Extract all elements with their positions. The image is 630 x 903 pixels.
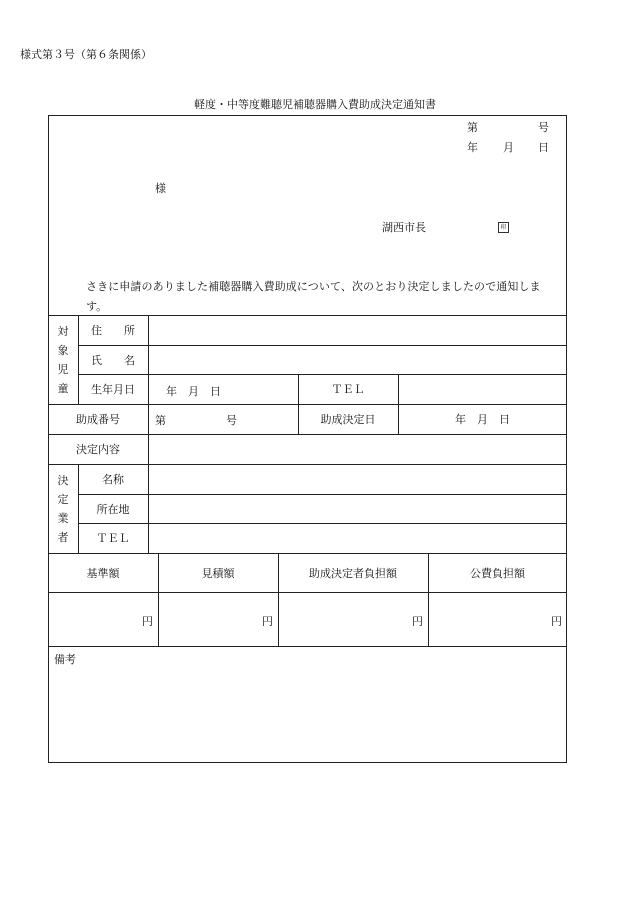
subsidy-date-label: 助成決定日 — [320, 413, 376, 426]
rule — [78, 494, 567, 495]
vendor-tel-label: ＴＥＬ — [96, 532, 130, 545]
unit-yen: 円 — [142, 615, 153, 628]
date-month: 月 — [503, 141, 514, 154]
subsidy-number-label: 助成番号 — [76, 413, 120, 426]
seal-mark: 印 — [498, 219, 509, 233]
document-title: 軽度・中等度難聴児補聴器購入費助成決定通知書 — [194, 98, 436, 111]
notice-text-line2: す。 — [86, 300, 108, 313]
form-number: 様式第３号（第６条関係） — [20, 48, 152, 61]
date-year: 年 — [467, 141, 478, 154]
rule — [48, 592, 567, 593]
rule — [78, 523, 567, 524]
unit-yen: 円 — [262, 615, 273, 628]
amount-header-public-burden: 公費負担額 — [470, 566, 525, 580]
vendor-name-label: 名称 — [102, 473, 124, 486]
decision-content-label: 決定内容 — [76, 443, 120, 456]
target-child-label: 対 象 児 童 — [57, 324, 69, 395]
subsidy-date-value: 年 月 日 — [455, 413, 510, 426]
unit-yen: 円 — [412, 615, 423, 628]
date-day: 日 — [538, 141, 549, 154]
subsidy-number-dai: 第 — [155, 414, 166, 427]
notice-text-line1: さきに申請のありました補聴器購入費助成について、次のとおり決定しましたので通知しま — [86, 280, 541, 293]
rule — [78, 345, 567, 346]
birthdate-label: 生年月日 — [91, 383, 135, 396]
address-label: 住 所 — [91, 324, 135, 337]
rule-v — [148, 315, 149, 553]
amount-header-estimate: 見積額 — [201, 566, 235, 580]
tel-label: ＴＥＬ — [331, 383, 365, 396]
vendor-label: 決 定 業 者 — [57, 473, 69, 544]
unit-yen: 円 — [551, 615, 562, 628]
issuer-name: 湖西市長 — [382, 221, 426, 234]
addressee-sama: 様 — [155, 182, 166, 195]
doc-number-go: 号 — [538, 121, 549, 134]
subsidy-number-go: 号 — [226, 414, 237, 427]
rule — [48, 646, 567, 647]
birthdate-value: 年 月 日 — [166, 385, 221, 398]
doc-number-dai: 第 — [467, 121, 478, 134]
amount-header-standard: 基準額 — [86, 566, 120, 580]
vendor-location-label: 所在地 — [96, 502, 130, 516]
remarks-label: 備考 — [54, 653, 76, 666]
amount-header-recipient-burden: 助成決定者負担額 — [309, 566, 397, 580]
name-label: 氏 名 — [91, 353, 135, 367]
